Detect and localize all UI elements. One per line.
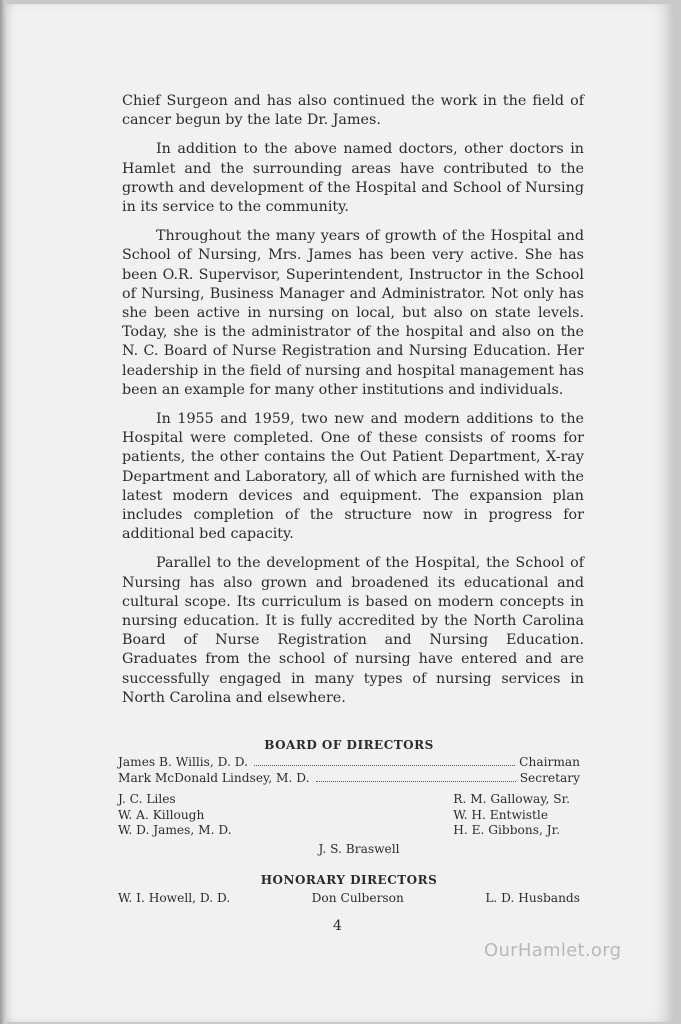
board-heading: BOARD OF DIRECTORS xyxy=(264,738,434,752)
member-name-center: J. S. Braswell xyxy=(318,841,400,856)
watermark: OurHamlet.org xyxy=(484,940,622,961)
member-name: W. D. James, M. D. xyxy=(118,823,232,837)
officer-row xyxy=(118,770,580,786)
honorary-member: L. D. Husbands xyxy=(485,890,580,905)
honorary-heading: HONORARY DIRECTORS xyxy=(260,872,438,887)
paragraph-4: In 1955 and 1959, two new and modern additions to the Hospital were completed. One of these consists of rooms for patients, the other contains the Out Patient Department, X-ray Department and Laboratory, all of which are furnished with the latest modern devices and equipment. The expansion plan includes completion of the structure now in progress for additional bed capacity. xyxy=(122,411,584,543)
officer-role: Secretary xyxy=(519,771,580,785)
member-name: W. A. Killough xyxy=(118,807,205,822)
member-name: R. M. Galloway, Sr. xyxy=(453,792,570,806)
member-name: W. H. Entwistle xyxy=(453,807,549,822)
honorary-member: W. I. Howell, D. D. xyxy=(118,890,231,905)
member-name: J. C. Liles xyxy=(118,792,176,806)
officer-name: James B. Willis, D. D. xyxy=(118,755,248,769)
members-left-column xyxy=(118,792,232,839)
honorary-member: Don Culberson xyxy=(311,890,404,905)
body-text xyxy=(122,92,584,718)
officer-name: Mark McDonald Lindsey, M. D. xyxy=(118,771,310,785)
paragraph-5: Parallel to the development of the Hospital, the School of Nursing has also grown and broadened its educational and cultural scope. Its curriculum is based on modern concepts in nursing education. It is fully accredited by the North Carolina Board of Nurse Registration and Nursing Education. Graduates from the school of nursing have entered and are successfully engaged in many types of nursing services in North Carolina and elsewhere. xyxy=(122,555,584,706)
member-name: H. E. Gibbons, Jr. xyxy=(453,823,560,837)
paragraph-1: Chief Surgeon and has also continued the work in the field of cancer begun by the late Dr. James. xyxy=(122,93,584,129)
paragraph-3: Throughout the many years of growth of the Hospital and School of Nursing, Mrs. James has been very active. She has been O.R. Supervisor, Superintendent, Instructor in the School of Nursing, Business Manager and Administrator. Not only has she been active in nursing on local, but also on state levels. Today, she is the administrator of the hospital and also on the N. C. Board of Nurse Registration and Nursing Education. Her leadership in the field of nursing and hospital management has been an example for many other institutions and individuals. xyxy=(122,228,584,398)
honorary-members xyxy=(118,889,580,907)
board-of-directors xyxy=(118,736,580,907)
paragraph-2: In addition to the above named doctors, other doctors in Hamlet and the surrounding areas have contributed to the growth and development of the Hospital and School of Nursing in its service to the community. xyxy=(122,141,584,216)
leader-dots xyxy=(254,765,515,766)
leader-dots xyxy=(316,781,516,782)
board-members xyxy=(118,792,580,839)
page-number: 4 xyxy=(333,918,342,934)
officer-row xyxy=(118,754,580,770)
members-right-column xyxy=(453,792,570,839)
officer-role: Chairman xyxy=(519,755,580,769)
